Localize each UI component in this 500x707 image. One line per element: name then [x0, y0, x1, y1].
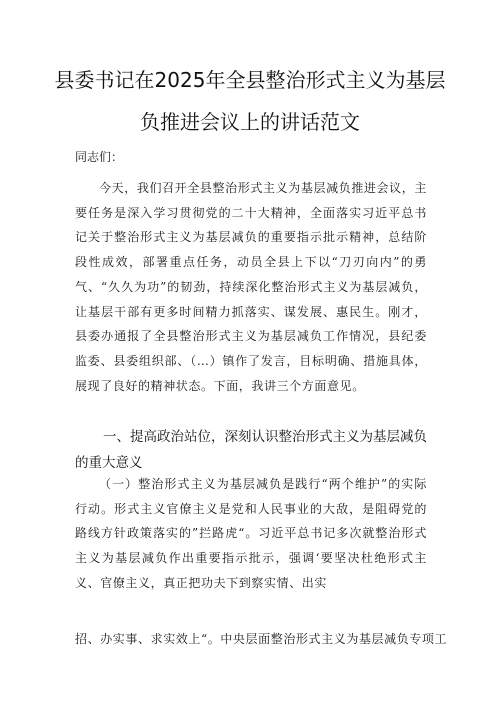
section-heading-1: 一、提高政治站位，深刻认识整治形式主义为基层减负的重大意义: [75, 429, 427, 471]
body-paragraph-continuation: 招、办实事、求实效上“。中央层面整治形式主义为基层减负专项工: [75, 632, 448, 646]
opening-paragraph: 今天，我们召开全县整治形式主义为基层减负推进会议，主要任务是深入学习贯彻党的二十大精神，全面落实习近平总书记关于整治形式主义为基层减负的重要指示批示精神，总结阶段性成效，部署重点任务，动员全县上下以“刀刃向内”的勇气、“久久为功”的韧劲，持续深化整治形式主义为基层减负，让基层干部有更多时间精力抓落实、谋发展、惠民生。刚才，县委办通报了全县整治形式主义为基层减负工作情况，县纪委监委、县委组织部、（…）镇作了发言，目标明确、措施具体，展现了良好的精神状态。下面，我讲三个方面意见。: [75, 181, 427, 393]
document-title-line-2: 负推进会议上的讲话范文: [140, 110, 360, 134]
salutation: 同志们：: [75, 150, 124, 164]
body-paragraph-1: （一）整治形式主义为基层减负是践行“两个维护”的实际行动。形式主义官僚主义是党和人民事业的大敌，是阻碍党的路线方针政策落实的”拦路虎“。习近平总书记多次就整治形式主义为基层减负作出重要指示批示，强调‘要坚决杜绝形式主义、官僚主义，真正把功夫下到察实情、出实: [75, 477, 427, 590]
document-title-line-1: 县委书记在2025年全县整治形式主义为基层: [54, 68, 446, 92]
